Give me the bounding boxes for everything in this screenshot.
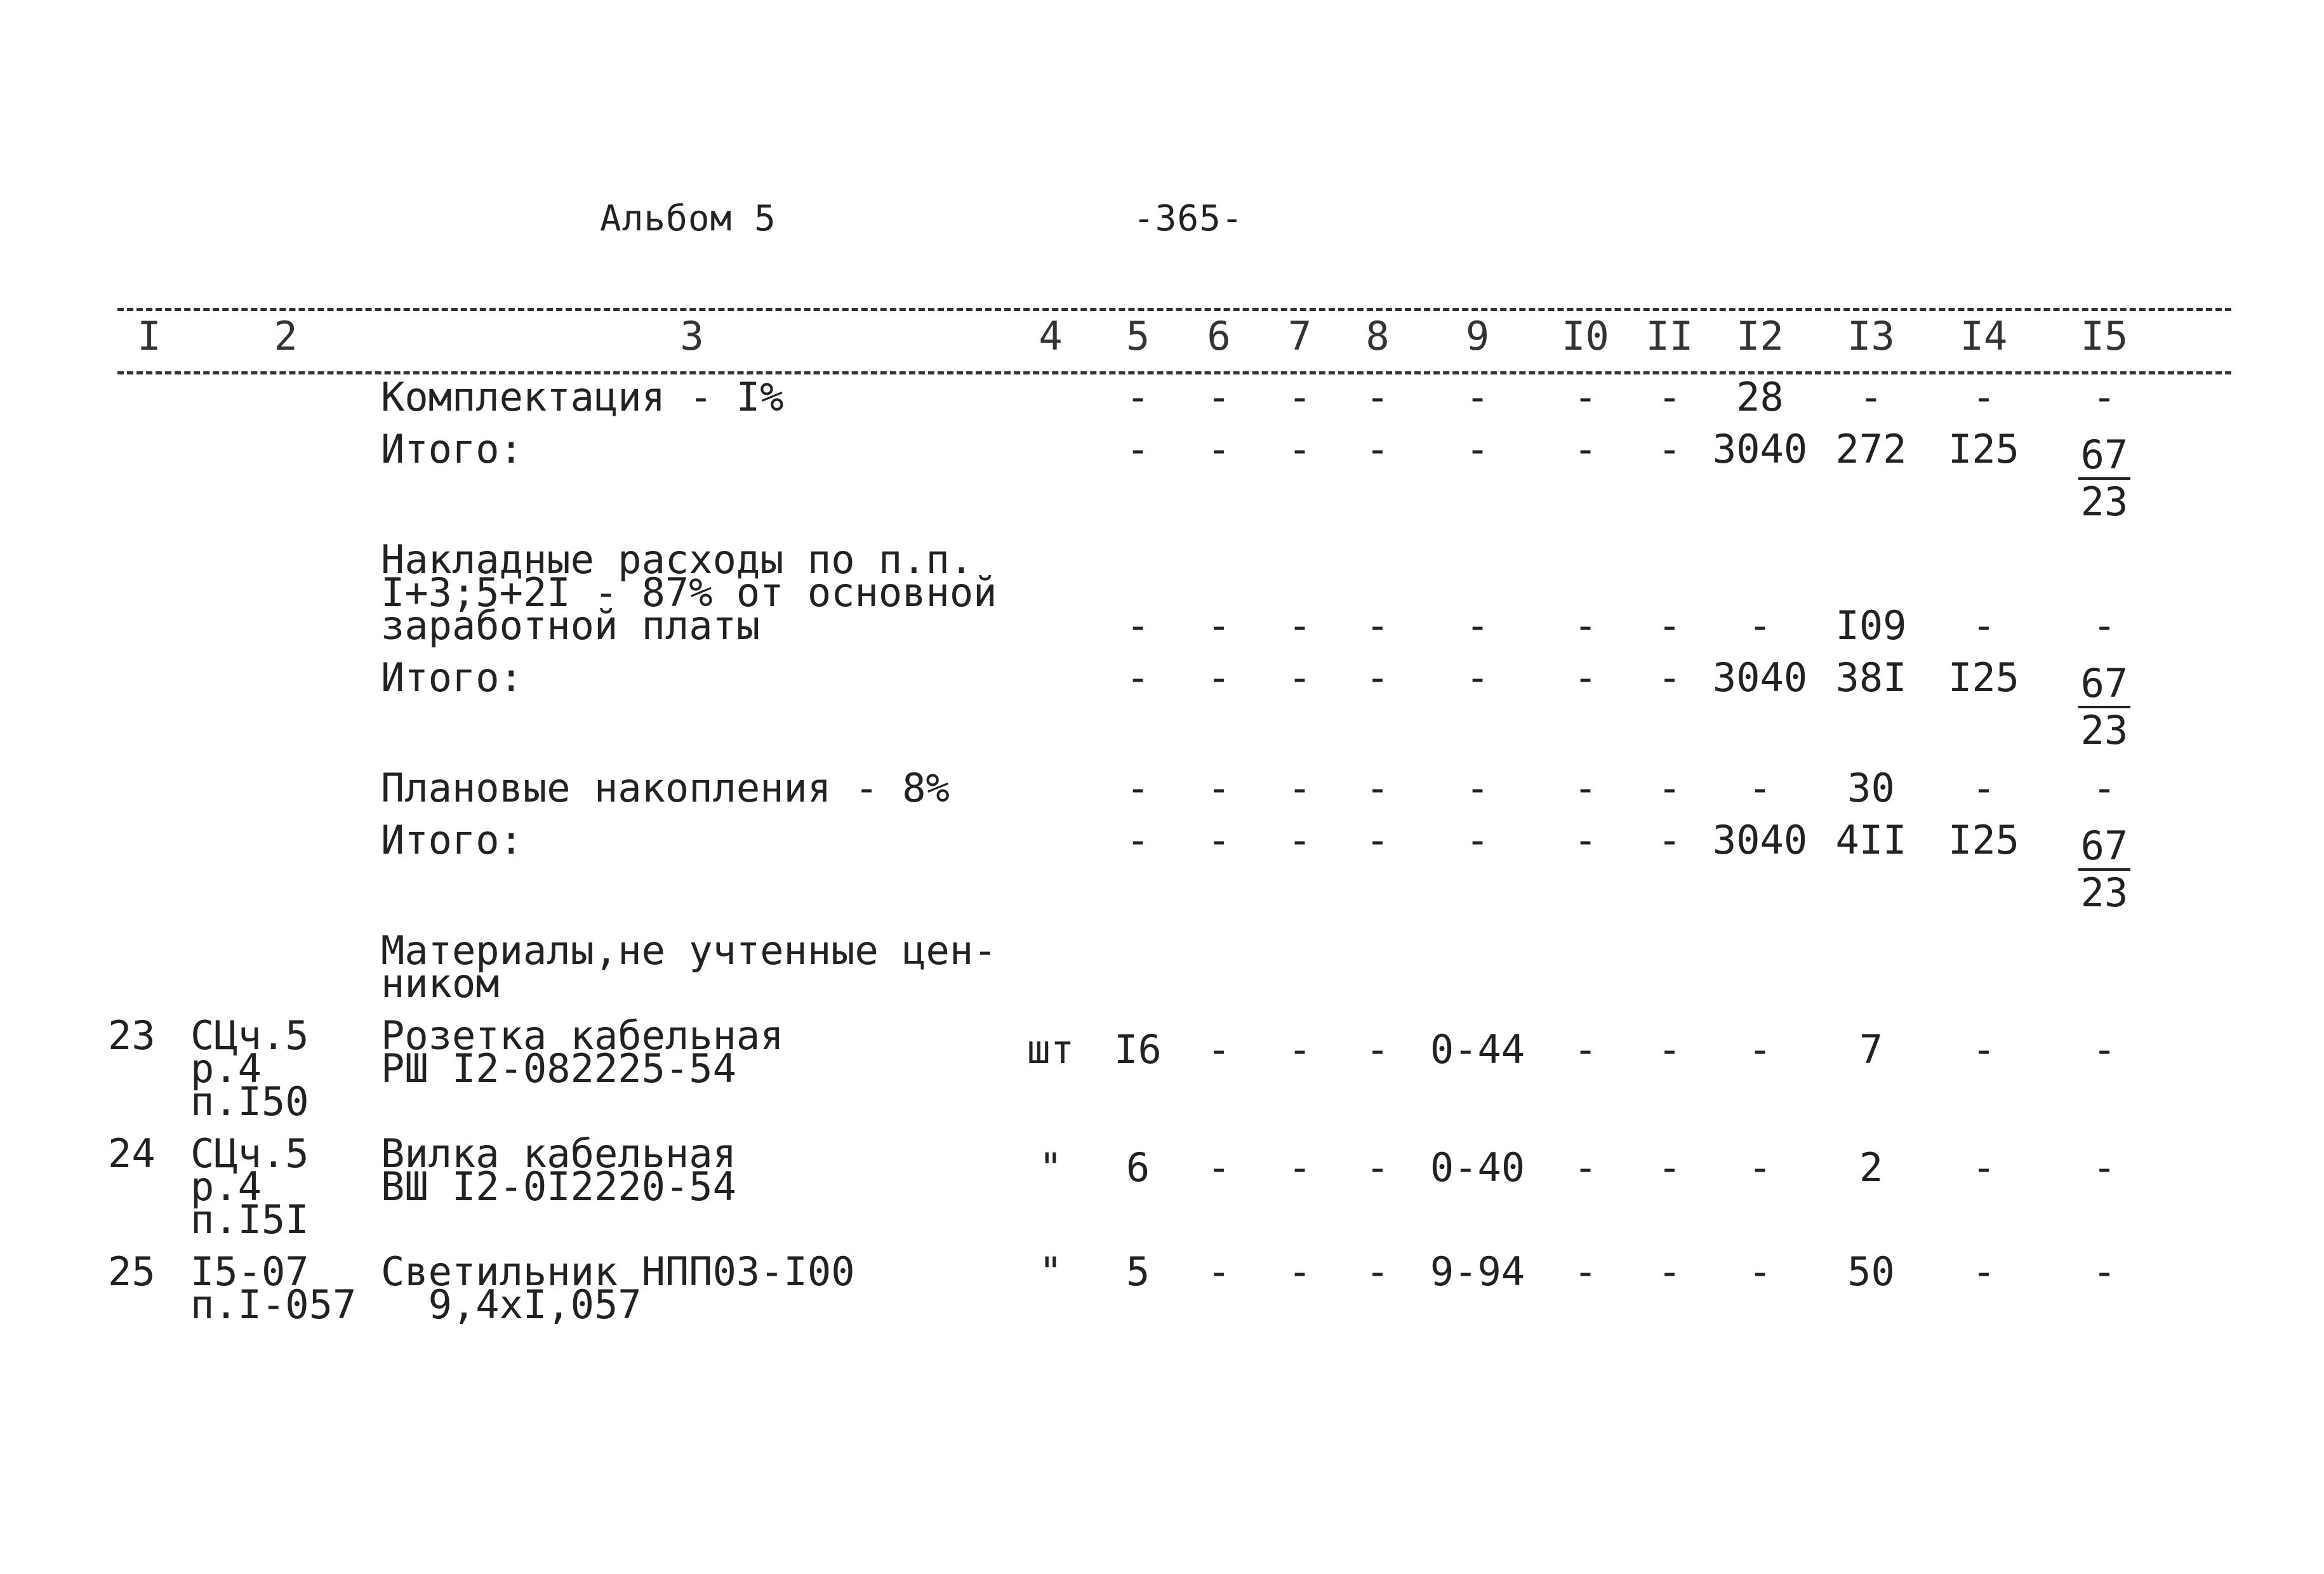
row-reference [190,805,381,824]
cell-c12: - [1748,1144,1772,1191]
row-number [108,915,190,934]
cell-c13: I09 [1835,602,1907,649]
cell-c8: - [1365,817,1390,863]
cell-c10: - [1573,1026,1598,1073]
cell-c12: - [1748,1026,1772,1073]
cell-c11: - [1657,765,1682,811]
cell-c9: - [1465,817,1490,863]
cell-c7: - [1287,426,1312,472]
column-header: 7 [1287,313,1312,359]
cell-c7 [1260,915,1339,934]
cell-c9 [1416,915,1539,934]
cell-c10: - [1573,602,1598,649]
cell-c9: 0-44 [1430,1026,1525,1073]
row-description: Плановые накопления - 8% [381,765,950,811]
cell-c6: - [1207,765,1231,811]
row-number [108,362,190,381]
row-description: Материалы,не учтенные цен- ником [381,927,997,1007]
cell-c11: - [1657,654,1682,701]
cell-c5 [1098,915,1178,934]
cell-c8: - [1365,602,1390,649]
cell-c13: 50 [1847,1248,1895,1295]
cell-c14: I25 [1948,426,2019,472]
cell-c12 [1708,915,1812,934]
cell-c7: - [1287,817,1312,863]
cell-c15: - [2092,1248,2116,1295]
cell-c14: - [1972,374,1996,420]
cell-c14: I25 [1948,654,2019,701]
row-description: Розетка кабельная РШ I2-082225-54 [381,1012,784,1092]
cell-c14: - [1972,1144,1996,1191]
cell-c13: 38I [1835,654,1907,701]
cell-c10: - [1573,1248,1598,1295]
row-reference: СЦч.5 р.4 п.I5I [190,1130,309,1243]
cell-c10: - [1573,654,1598,701]
column-header: I [137,313,161,359]
column-header: 4 [1039,313,1063,359]
row-reference [190,915,381,934]
cell-c5: 5 [1125,1248,1150,1295]
cell-c8: - [1365,765,1390,811]
cell-c15: - [2092,1144,2116,1191]
cell-c10 [1539,915,1631,934]
fraction-denominator: 23 [2080,870,2128,916]
column-header: I2 [1736,313,1784,359]
cell-c8: - [1365,1026,1390,1073]
cell-c15-fraction [2038,642,2171,753]
cell-c14: - [1972,1026,1996,1073]
cell-c10: - [1573,1144,1598,1191]
cell-c11: - [1657,817,1682,863]
cell-c11: - [1657,1248,1682,1295]
page-number: -365- [1133,198,1244,239]
cell-c11 [1631,915,1708,934]
cell-c14 [1930,915,2038,934]
column-header: 8 [1365,313,1390,359]
column-header: I0 [1562,313,1609,359]
cell-c9: - [1465,374,1490,420]
cell-c7: - [1287,602,1312,649]
column-header: 2 [274,313,298,359]
cell-c7: - [1287,1144,1312,1191]
cell-c9: - [1465,765,1490,811]
cell-c15: - [2092,602,2116,649]
cell-c14: - [1972,1248,1996,1295]
row-description: Вилка кабельная ВШ I2-0I2220-54 [381,1130,736,1210]
column-header: 5 [1125,313,1150,359]
fraction-denominator: 23 [2080,707,2128,753]
row-unit: " [1039,1248,1063,1295]
row-number: 25 [108,1248,156,1295]
row-number [108,805,190,824]
row-number [108,642,190,661]
album-label: Альбом 5 [600,198,776,239]
row-number [108,524,190,543]
cell-c6: - [1207,1026,1231,1073]
cell-c13: 4II [1835,817,1907,863]
fraction-numerator: 67 [2078,824,2131,871]
cell-c15: - [2092,1026,2116,1073]
cell-c12: - [1748,765,1772,811]
cell-c8: - [1365,654,1390,701]
column-header: II [1645,313,1694,359]
row-number: 23 [108,1012,156,1059]
cell-c6: - [1207,1248,1231,1295]
row-reference [190,753,381,772]
cell-c5: - [1125,654,1150,701]
row-number: 24 [108,1130,156,1177]
row-reference: I5-07 п.I-057 [190,1248,357,1328]
cell-c14: I25 [1948,817,2019,863]
row-description: Комплектация - I% [381,374,784,420]
cell-c5: - [1125,602,1150,649]
cell-c13 [1812,915,1930,934]
row-unit [1003,753,1098,772]
cell-c12: 3040 [1712,654,1808,701]
row-reference [190,414,381,433]
cell-c13: - [1859,374,1883,420]
cell-c7: - [1287,374,1312,420]
row-unit [1003,642,1098,661]
row-description: Накладные расходы по п.п. I+3;5+2I - 87% от основной заработной платы [381,536,997,649]
column-header: I5 [2080,313,2128,359]
row-unit [1003,524,1098,543]
row-description: Светильник НПП03-I00 9,4хI,057 [381,1248,855,1328]
cell-c6: - [1207,654,1231,701]
cell-c5: - [1125,765,1150,811]
row-number [108,414,190,433]
cell-c7: - [1287,654,1312,701]
cell-c9: - [1465,602,1490,649]
cell-c10: - [1573,426,1598,472]
fraction-numerator: 67 [2078,661,2131,708]
cell-c15-fraction [2038,414,2171,524]
row-description: Итого: [381,817,523,863]
column-header: 9 [1465,313,1490,359]
row-unit [1003,915,1098,934]
column-header: 3 [680,313,704,359]
row-unit [1003,414,1098,433]
cell-c15-fraction [2038,805,2171,915]
cell-c13: 7 [1859,1026,1883,1073]
cell-c7: - [1287,1248,1312,1295]
cell-c5: - [1125,817,1150,863]
cell-c11: - [1657,602,1682,649]
cell-c5: I6 [1114,1026,1162,1073]
cell-c11: - [1657,426,1682,472]
cell-c6 [1178,915,1260,934]
cell-c6: - [1207,1144,1231,1191]
column-header: I4 [1960,313,2008,359]
cell-c13: 272 [1835,426,1907,472]
row-number [108,753,190,772]
cell-c14: - [1972,765,1996,811]
cell-c15 [2038,915,2171,934]
cell-c15: - [2092,374,2116,420]
fraction-numerator: 67 [2078,433,2131,480]
cell-c12: - [1748,602,1772,649]
cell-c12: 3040 [1712,817,1808,863]
cell-c5: - [1125,374,1150,420]
cell-c12: 28 [1736,374,1784,420]
cell-c8: - [1365,1248,1390,1295]
cell-c13: 2 [1859,1144,1883,1191]
cell-c9: - [1465,426,1490,472]
cell-c6: - [1207,374,1231,420]
cell-c14: - [1972,602,1996,649]
row-unit [1003,362,1098,381]
row-description: Итого: [381,426,523,472]
fraction-denominator: 23 [2080,479,2128,525]
cell-c10: - [1573,817,1598,863]
cell-c8: - [1365,374,1390,420]
row-reference [190,524,381,543]
cell-c5: 6 [1125,1144,1150,1191]
row-unit: " [1039,1144,1063,1191]
cell-c15: - [2092,765,2116,811]
cell-c6: - [1207,602,1231,649]
cell-c11: - [1657,1144,1682,1191]
cell-c13: 30 [1847,765,1895,811]
cell-c8: - [1365,1144,1390,1191]
estimate-table [108,311,2234,1328]
row-reference: СЦч.5 р.4 п.I50 [190,1012,309,1125]
cell-c5: - [1125,426,1150,472]
cell-c9: 9-94 [1430,1248,1525,1295]
row-reference [190,362,381,381]
cell-c9: 0-40 [1430,1144,1525,1191]
column-header: I3 [1847,313,1895,359]
cell-c6: - [1207,817,1231,863]
cell-c12: 3040 [1712,426,1808,472]
row-description: Итого: [381,654,523,701]
cell-c9: - [1465,654,1490,701]
cell-c12: - [1748,1248,1772,1295]
row-unit [1003,805,1098,824]
row-unit: шт [1026,1026,1075,1073]
cell-c11: - [1657,374,1682,420]
cell-c10: - [1573,765,1598,811]
row-reference [190,642,381,661]
cell-c7: - [1287,1026,1312,1073]
cell-c6: - [1207,426,1231,472]
cell-c10: - [1573,374,1598,420]
cell-c8 [1339,915,1416,934]
cell-c7: - [1287,765,1312,811]
cell-c8: - [1365,426,1390,472]
cell-c11: - [1657,1026,1682,1073]
column-header: 6 [1207,313,1231,359]
